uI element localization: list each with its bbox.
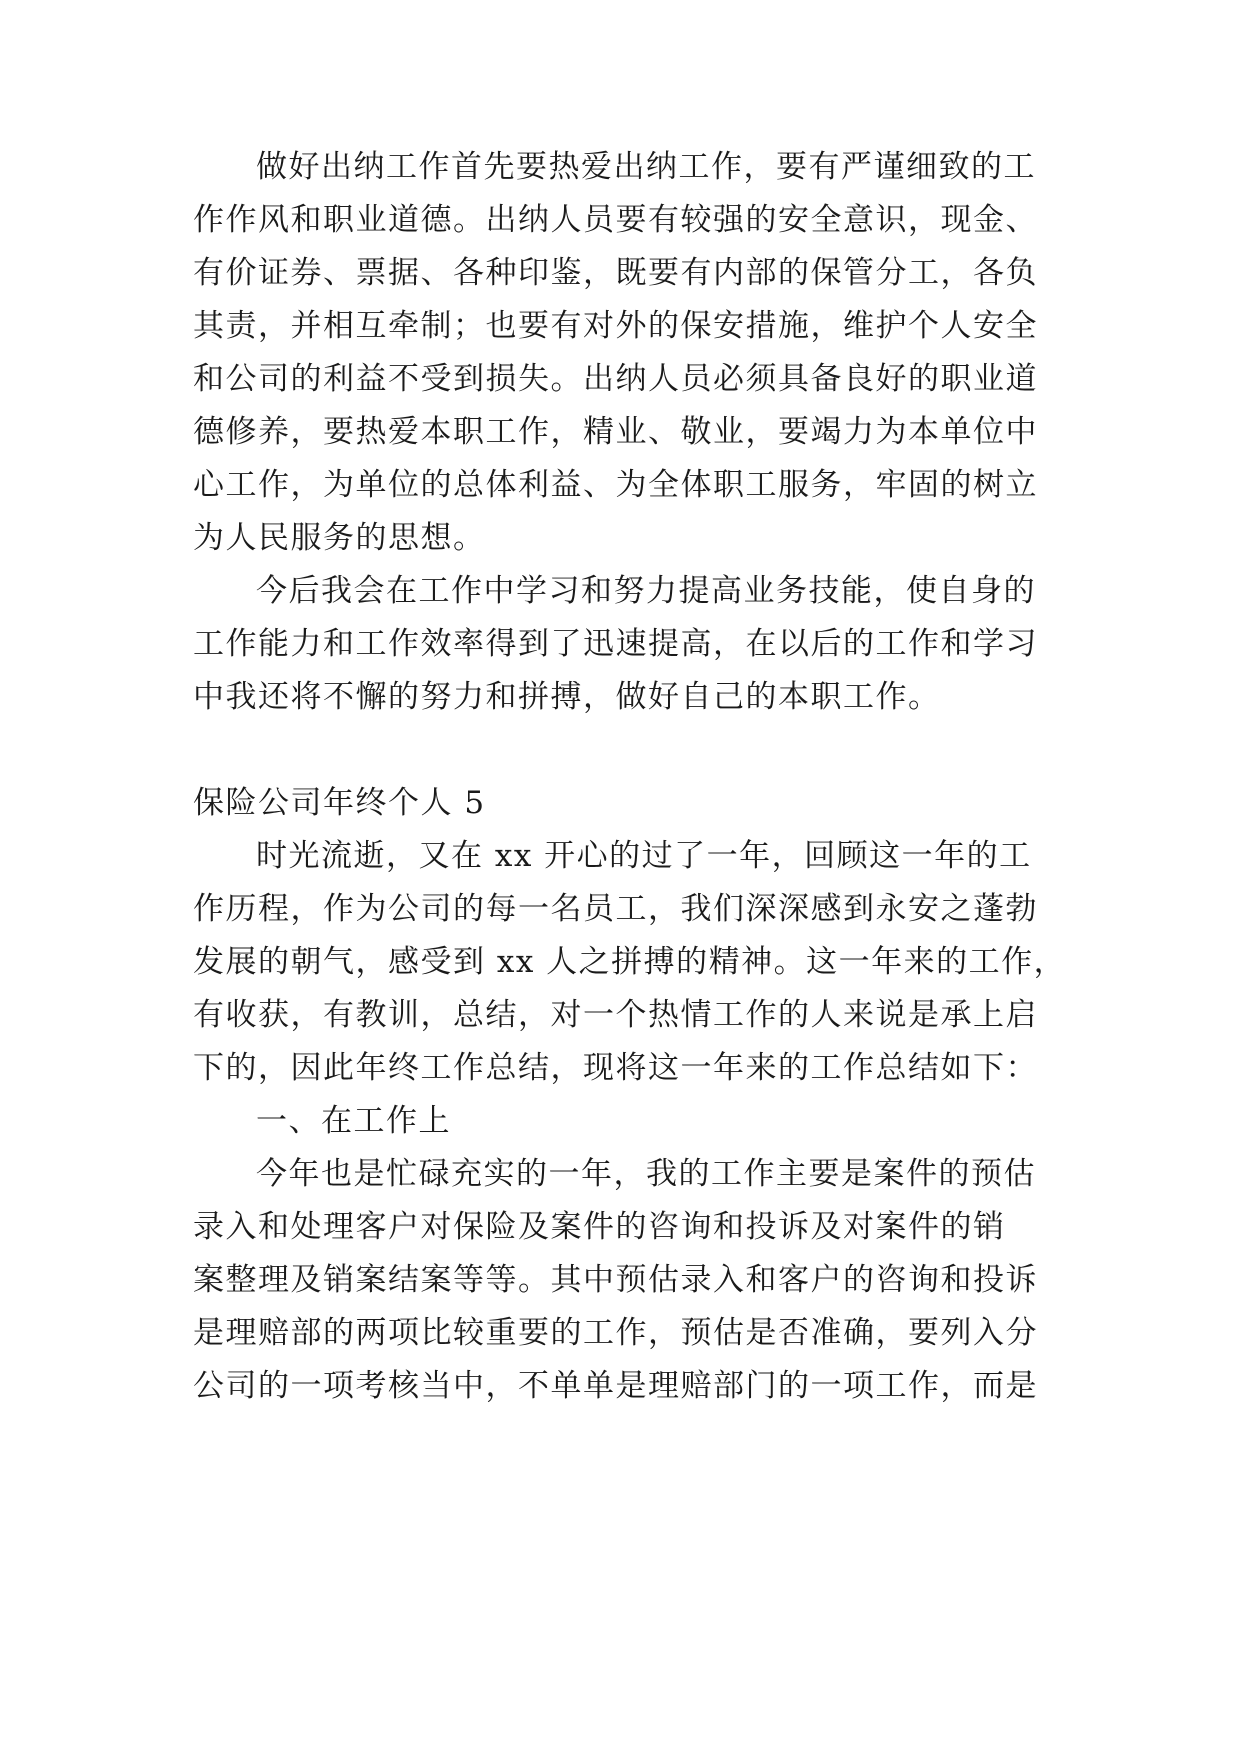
- text-line: 其责，并相互牵制；也要有对外的保安措施，维护个人安全: [193, 308, 1038, 344]
- subheading: 一、在工作上: [256, 1103, 451, 1139]
- section-heading: 保险公司年终个人 5: [193, 785, 486, 821]
- text-line: 是理赔部的两项比较重要的工作，预估是否准确，要列入分: [193, 1315, 1038, 1351]
- text-line: 心工作，为单位的总体利益、为全体职工服务，牢固的树立: [193, 467, 1038, 503]
- text-line: 下的，因此年终工作总结，现将这一年来的工作总结如下：: [193, 1050, 1038, 1086]
- text-line: 工作能力和工作效率得到了迅速提高，在以后的工作和学习: [193, 626, 1038, 662]
- text-line: 今后我会在工作中学习和努力提高业务技能，使自身的: [256, 573, 1036, 609]
- text-line: 发展的朝气，感受到 xx 人之拼搏的精神。这一年来的工作，: [193, 944, 1067, 980]
- text-line: 和公司的利益不受到损失。出纳人员必须具备良好的职业道: [193, 361, 1038, 397]
- text-line: 公司的一项考核当中，不单单是理赔部门的一项工作，而是: [193, 1368, 1038, 1404]
- text-line: 作作风和职业道德。出纳人员要有较强的安全意识，现金、: [193, 202, 1038, 238]
- text-line: 时光流逝，又在 xx 开心的过了一年，回顾这一年的工: [256, 838, 1032, 874]
- text-line: 作历程，作为公司的每一名员工，我们深深感到永安之蓬勃: [193, 891, 1038, 927]
- text-line: 有价证券、票据、各种印鉴，既要有内部的保管分工，各负: [193, 255, 1038, 291]
- text-line: 有收获，有教训，总结，对一个热情工作的人来说是承上启: [193, 997, 1038, 1033]
- text-line: 案整理及销案结案等等。其中预估录入和客户的咨询和投诉: [193, 1262, 1038, 1298]
- text-line: 中我还将不懈的努力和拼搏，做好自己的本职工作。: [193, 679, 941, 715]
- text-line: 今年也是忙碌充实的一年，我的工作主要是案件的预估: [256, 1156, 1036, 1192]
- text-line: 德修养，要热爱本职工作，精业、敬业，要竭力为本单位中: [193, 414, 1038, 450]
- text-line: 录入和处理客户对保险及案件的咨询和投诉及对案件的销: [193, 1209, 1006, 1245]
- text-line: 为人民服务的思想。: [193, 520, 486, 556]
- text-line: 做好出纳工作首先要热爱出纳工作，要有严谨细致的工: [256, 149, 1036, 185]
